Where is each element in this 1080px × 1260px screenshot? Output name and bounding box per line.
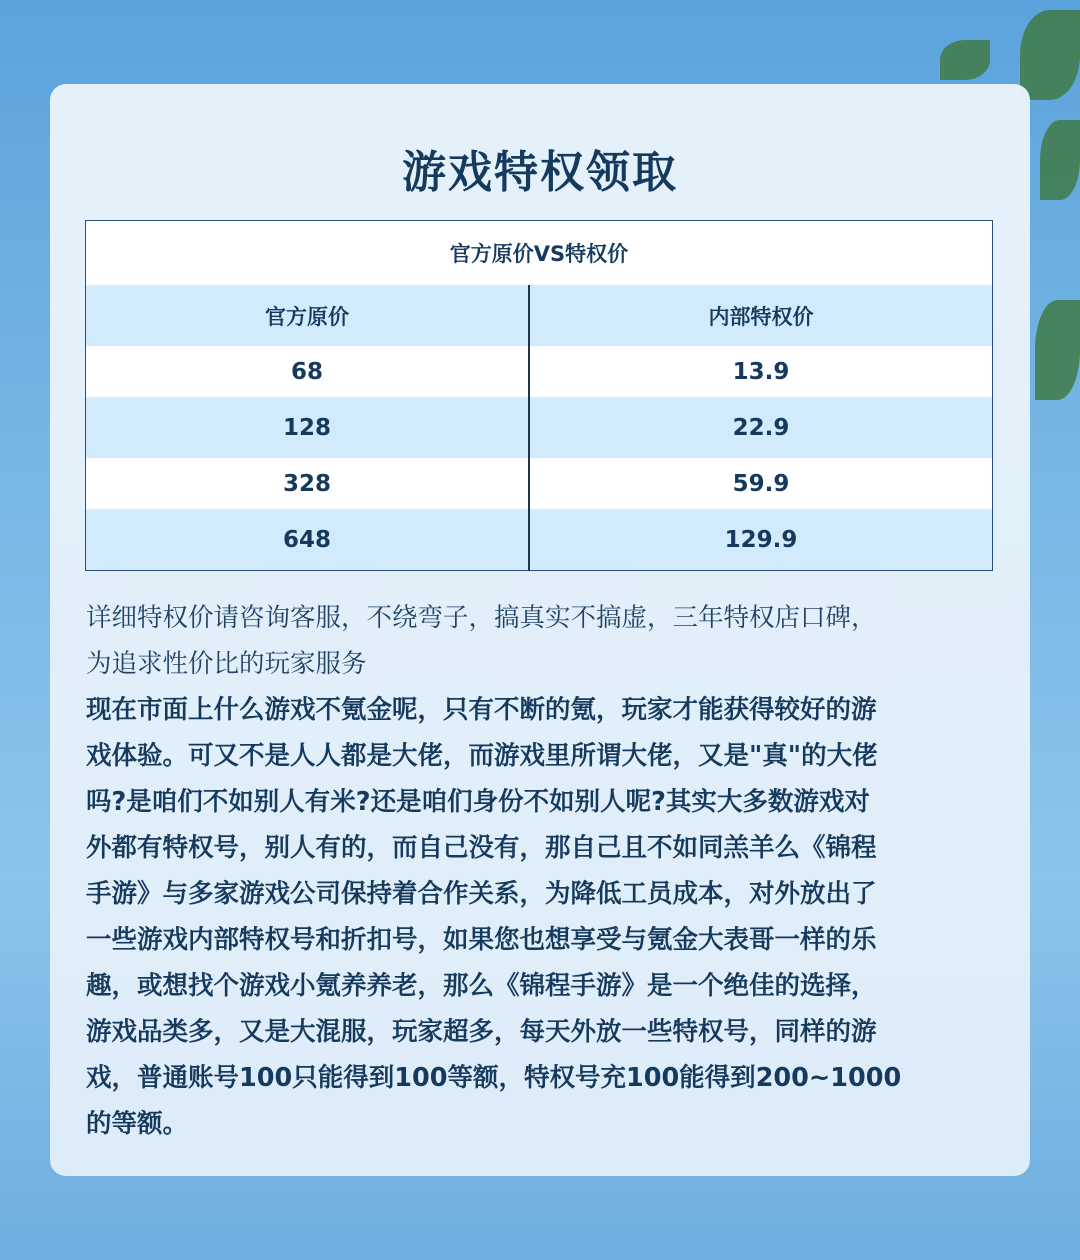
header-official-price: 官方原价 xyxy=(86,285,530,346)
privilege-price-cell: 59.9 xyxy=(529,458,993,509)
body-line: 一些游戏内部特权号和折扣号，如果您也想享受与氪金大表哥一样的乐 xyxy=(86,925,877,955)
body-line: 趣，或想找个游戏小氪养养老，那么《锦程手游》是一个绝佳的选择， xyxy=(86,971,877,1001)
header-privilege-price: 内部特权价 xyxy=(529,285,993,346)
page-title: 游戏特权领取 xyxy=(402,147,678,198)
intro-line: 详细特权价请咨询客服，不绕弯子，搞真实不搞虚，三年特权店口碑， xyxy=(86,603,877,633)
body-line: 戏体验。可又不是人人都是大佬，而游戏里所谓大佬，又是"真"的大佬 xyxy=(86,741,878,771)
table-row xyxy=(86,458,993,509)
table-row xyxy=(86,397,993,458)
body-line: 的等额。 xyxy=(86,1109,189,1139)
body-line: 手游》与多家游戏公司保持着合作关系，为降低工员成本，对外放出了 xyxy=(86,879,877,909)
table-row xyxy=(86,509,993,571)
privilege-price-cell: 129.9 xyxy=(529,509,993,571)
official-price-cell: 128 xyxy=(86,397,530,458)
body-line: 吗?是咱们不如别人有米?还是咱们身份不如别人呢?其实大多数游戏对 xyxy=(86,787,870,817)
official-price-cell: 68 xyxy=(86,346,530,397)
table-row xyxy=(86,346,993,397)
privilege-price-cell: 13.9 xyxy=(529,346,993,397)
price-table xyxy=(85,220,993,571)
intro-line: 为追求性价比的玩家服务 xyxy=(86,649,367,679)
body-line: 戏，普通账号100只能得到100等额，特权号充100能得到200~1000 xyxy=(86,1063,902,1093)
body-line: 外都有特权号，别人有的，而自己没有，那自己且不如同羔羊么《锦程 xyxy=(86,833,877,863)
official-price-cell: 648 xyxy=(86,509,530,571)
official-price-cell: 328 xyxy=(86,458,530,509)
privilege-price-cell: 22.9 xyxy=(529,397,993,458)
body-line: 现在市面上什么游戏不氪金呢，只有不断的氪，玩家才能获得较好的游 xyxy=(86,695,877,725)
body-line: 游戏品类多，又是大混服，玩家超多，每天外放一些特权号，同样的游 xyxy=(86,1017,877,1047)
description xyxy=(86,595,1006,1147)
table-caption: 官方原价VS特权价 xyxy=(86,221,993,286)
